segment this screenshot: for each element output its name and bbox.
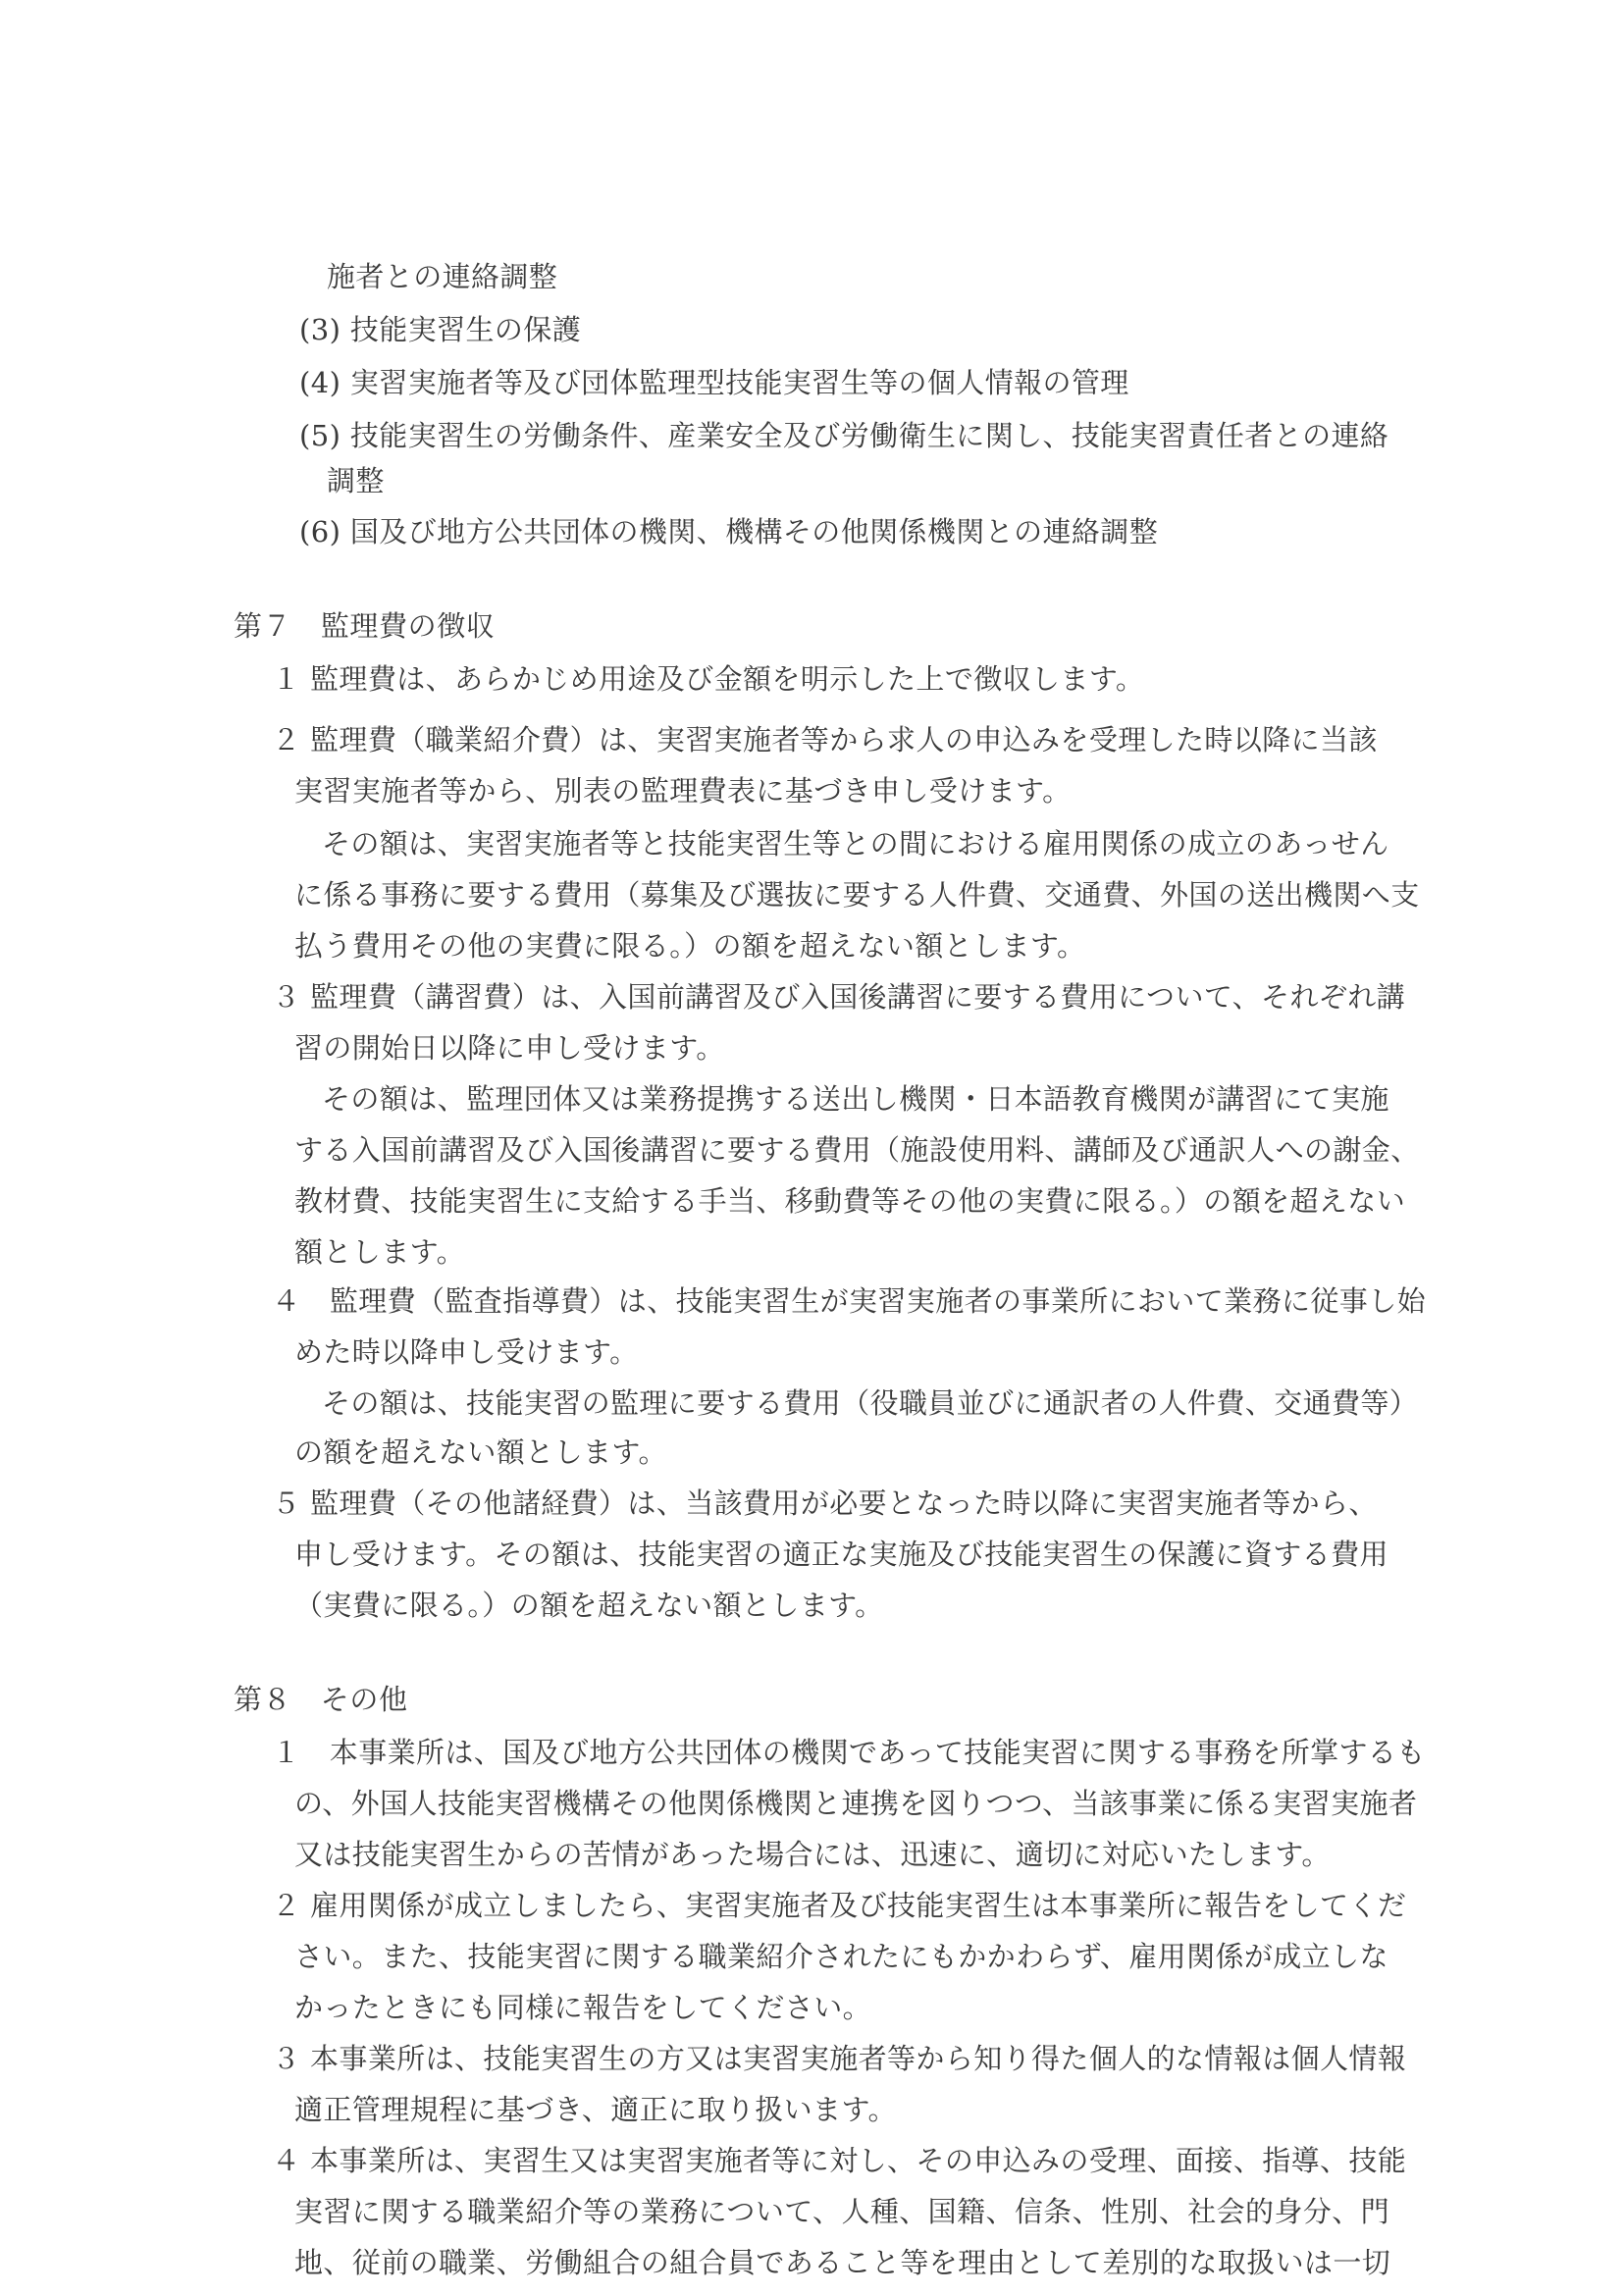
section-7-line: 実習実施者等から、別表の監理費表に基づき申し受けます。 — [294, 774, 1072, 808]
section-7-line: ４ 監理費（監査指導費）は、技能実習生が実習実施者の事業所において業務に従事し始 — [272, 1284, 1427, 1318]
section-7-line: その額は、技能実習の監理に要する費用（役職員並びに通訳者の人件費、交通費等） — [322, 1386, 1419, 1420]
section-7-line: 習の開始日以降に申し受けます。 — [294, 1031, 725, 1065]
section-7-line: に係る事務に要する費用（募集及び選抜に要する人件費、交通費、外国の送出機関へ支 — [294, 878, 1420, 912]
list-item-5: (5) 技能実習生の労働条件、産業安全及び労働衛生に関し、技能実習責任者との連絡 — [299, 419, 1389, 452]
section-7-line: ３ 監理費（講習費）は、入国前講習及び入国後講習に要する費用について、それぞれ講 — [272, 980, 1406, 1014]
section-7-line: 払う費用その他の実費に限る。）の額を超えない額とします。 — [294, 929, 1086, 963]
section-8-line: さい。また、技能実習に関する職業紹介されたにもかかわらず、雇用関係が成立しな — [294, 1940, 1388, 1973]
section-7-line: （実費に限る。）の額を超えない額とします。 — [294, 1589, 884, 1622]
section-8-line: の、外国人技能実習機構その他関係機関と連携を図りつつ、当該事業に係る実習実施者 — [294, 1787, 1418, 1820]
section-7-line: その額は、実習実施者等と技能実習生等との間における雇用関係の成立のあっせん — [322, 827, 1389, 861]
section-7-line: めた時以降申し受けます。 — [294, 1335, 639, 1369]
section-7-line: 額とします。 — [294, 1235, 466, 1269]
section-7-line: 教材費、技能実習生に支給する手当、移動費等その他の実費に限る。）の額を超えない — [294, 1184, 1406, 1218]
section-8-line: ４ 本事業所は、実習生又は実習実施者等に対し、その申込みの受理、面接、指導、技能 — [272, 2144, 1407, 2177]
section-8-line: ３ 本事業所は、技能実習生の方又は実習実施者等から知り得た個人的な情報は個人情報 — [272, 2042, 1407, 2075]
section-7-line: ５ 監理費（その他諸経費）は、当該費用が必要となった時以降に実習実施者等から、 — [272, 1487, 1378, 1520]
list-item-6: (6) 国及び地方公共団体の機関、機構その他関係機関との連絡調整 — [299, 515, 1159, 548]
list-item-4: (4) 実習実施者等及び団体監理型技能実習生等の個人情報の管理 — [299, 366, 1129, 399]
section-7-heading: 第７ 監理費の徴収 — [234, 609, 496, 643]
section-8-line: 地、従前の職業、労働組合の組合員であること等を理由として差別的な取扱いは一切 — [294, 2246, 1391, 2279]
section-7-line: その額は、監理団体又は業務提携する送出し機関・日本語教育機関が講習にて実施 — [322, 1082, 1389, 1116]
section-8-heading: 第８ その他 — [234, 1683, 408, 1716]
section-8-line: かったときにも同様に報告をしてください。 — [294, 1991, 872, 2024]
section-7-line: 申し受けます。その額は、技能実習の適正な実施及び技能実習生の保護に資する費用 — [294, 1538, 1388, 1571]
list-item-continuation: 施者との連絡調整 — [327, 260, 558, 293]
section-8-line: 又は技能実習生からの苦情があった場合には、迅速に、適切に対応いたします。 — [294, 1838, 1331, 1871]
section-7-line: する入国前講習及び入国後講習に要する費用（施設使用料、講師及び通訳人への謝金、 — [294, 1133, 1420, 1167]
list-item-5-continuation: 調整 — [327, 464, 385, 497]
list-item-3: (3) 技能実習生の保護 — [299, 313, 582, 346]
section-7-line: ２ 監理費（職業紹介費）は、実習実施者等から求人の申込みを受理した時以降に当該 — [272, 723, 1378, 756]
section-8-line: ２ 雇用関係が成立しましたら、実習実施者及び技能実習生は本事業所に報告をしてくだ — [272, 1889, 1407, 1922]
section-7-line: の額を超えない額とします。 — [294, 1435, 667, 1469]
section-8-line: 実習に関する職業紹介等の業務について、人種、国籍、信条、性別、社会的身分、門 — [294, 2195, 1390, 2228]
section-8-line: 適正管理規程に基づき、適正に取り扱います。 — [294, 2093, 897, 2126]
section-8-line: １ 本事業所は、国及び地方公共団体の機関であって技能実習に関する事務を所掌するも — [272, 1736, 1426, 1769]
section-7-line: １ 監理費は、あらかじめ用途及び金額を明示した上で徴収します。 — [272, 662, 1145, 696]
